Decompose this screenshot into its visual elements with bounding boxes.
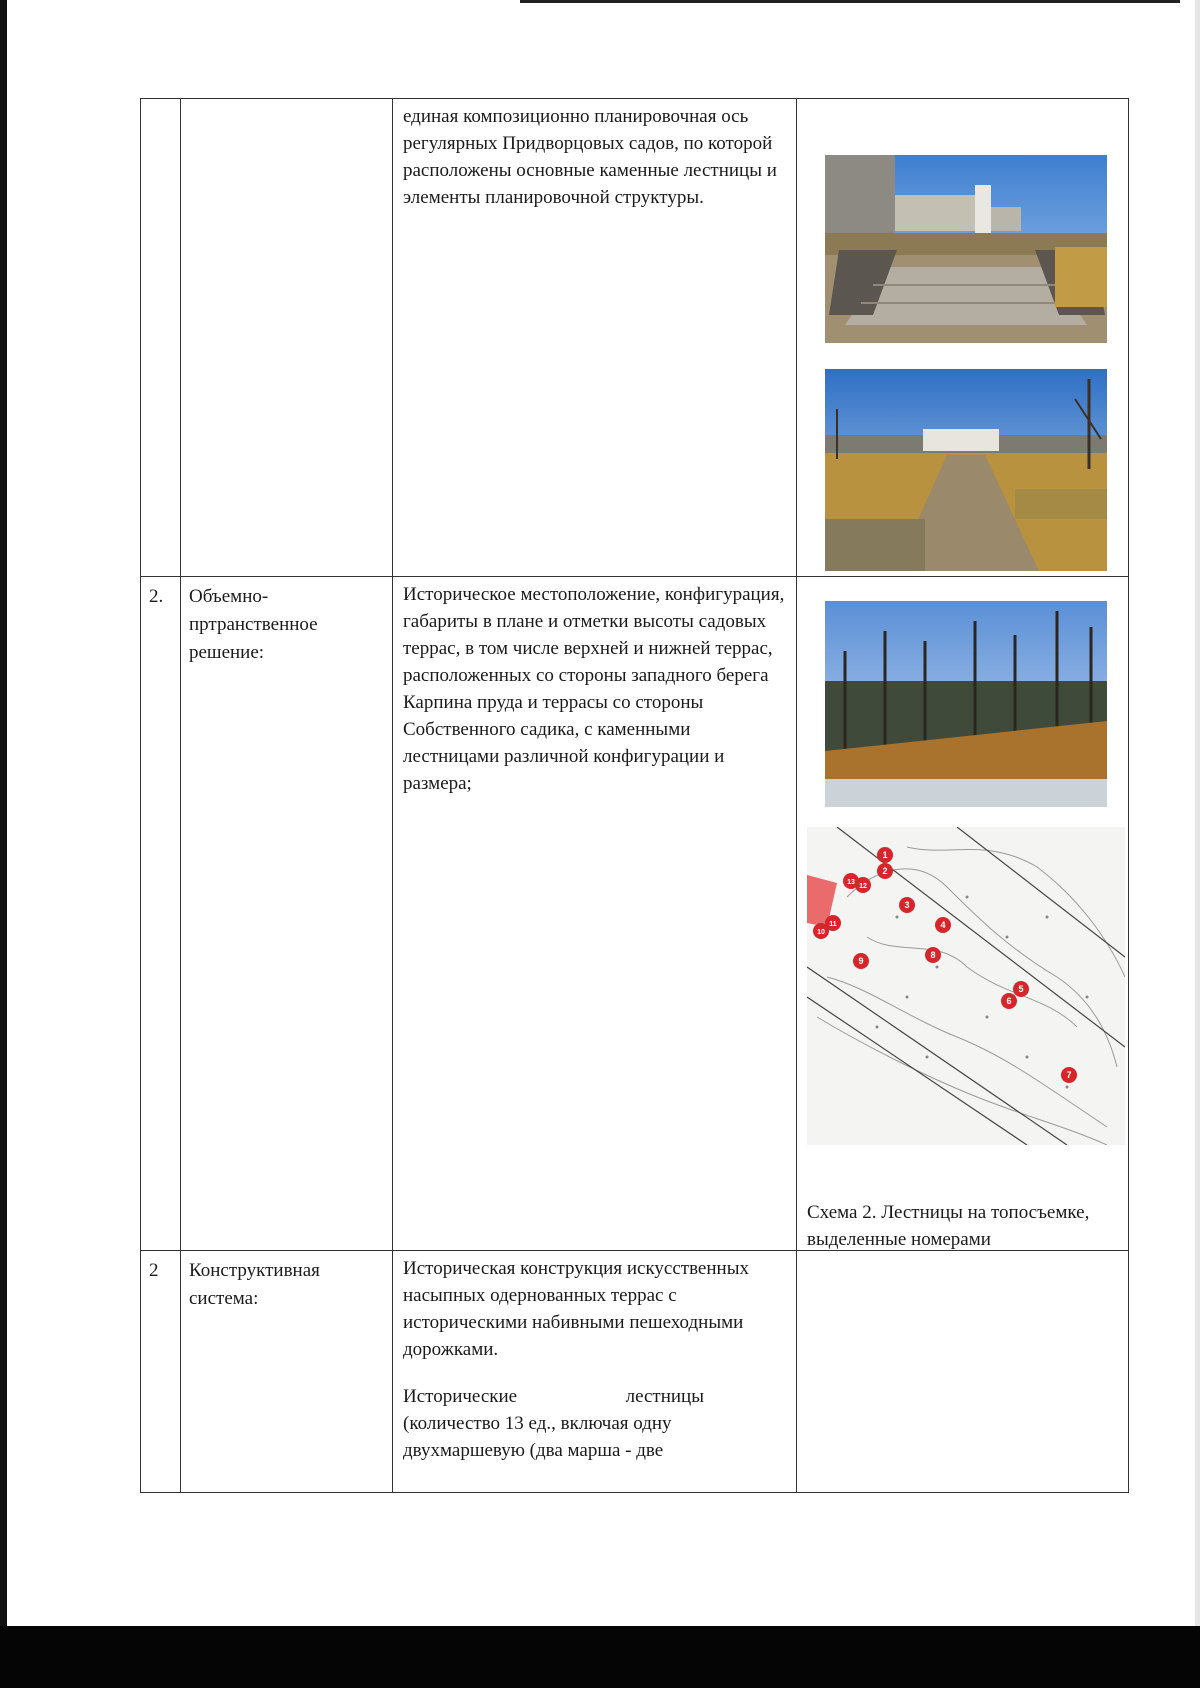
row-images	[797, 99, 1129, 577]
description-paragraph: Историческое местоположение, конфигурация, габариты в плане и отметки высоты садовых террас, в том числе верхней и нижней террас, расположенных со стороны западного берега Карпина пруда и террасы со стороны Собственного садика, с каменными лестницами различной конфигурации и размера;	[403, 584, 785, 794]
row-images-empty	[797, 1251, 1129, 1493]
photo-terrace-trees	[825, 601, 1107, 807]
staircase-marker-label: 6	[1006, 996, 1012, 1006]
staircase-marker-label: 1	[882, 850, 888, 860]
word: Исторические	[403, 1386, 518, 1407]
staircase-marker-label: 3	[904, 900, 910, 910]
table-row	[141, 577, 1129, 1251]
table-row	[141, 99, 1129, 577]
spread-line	[403, 1383, 788, 1410]
staircase-marker-label: 2	[882, 866, 888, 876]
staircase-marker-label: 12	[859, 883, 867, 890]
scan-top-line	[520, 0, 1180, 3]
table-row	[141, 1251, 1129, 1493]
row-description	[393, 1251, 797, 1493]
figure-caption: Схема 2. Лестницы на топосъемке, выделенные номерами	[807, 1202, 1090, 1250]
row-number: 2	[141, 1251, 181, 1493]
staircase-marker-label: 7	[1066, 1070, 1072, 1080]
row-number	[141, 99, 181, 577]
staircase-marker-label: 10	[817, 929, 825, 936]
description-paragraph	[403, 1383, 788, 1464]
topographic-map	[807, 827, 1125, 1145]
staircase-marker-label: 13	[847, 879, 855, 886]
row-name	[181, 99, 393, 577]
row-number: 2.	[141, 577, 181, 1251]
staircase-marker-label: 11	[829, 921, 837, 928]
photo-garden-axis	[825, 369, 1107, 571]
scan-bottom-band	[0, 1626, 1200, 1688]
photo-stone-staircase	[825, 155, 1107, 343]
row-name: Объемно-пртранственное решение:	[181, 577, 393, 1251]
row-description	[393, 99, 797, 577]
staircase-marker-label: 5	[1018, 984, 1024, 994]
row-images	[797, 577, 1129, 1251]
staircase-marker-label: 8	[930, 950, 936, 960]
staircase-marker-label: 9	[858, 956, 864, 966]
heritage-table	[140, 98, 1129, 1493]
row-description	[393, 577, 797, 1251]
description-paragraph: единая композиционно планировочная ось регулярных Придворцовых садов, по которой расположены основные каменные лестницы и элементы планировочной структуры.	[403, 106, 777, 208]
scan-right-edge	[1195, 0, 1200, 1688]
description-continuation: (количество 13 ед., включая одну двухмаршевую (два марша - две	[403, 1413, 672, 1461]
scan-left-edge	[0, 0, 7, 1688]
row-name: Конструктивная система:	[181, 1251, 393, 1493]
word: лестницы	[625, 1386, 704, 1407]
staircase-marker-label: 4	[940, 920, 946, 930]
description-paragraph: Историческая конструкция искусственных насыпных одернованных террас с историческими набивными пешеходными дорожками.	[403, 1258, 749, 1360]
